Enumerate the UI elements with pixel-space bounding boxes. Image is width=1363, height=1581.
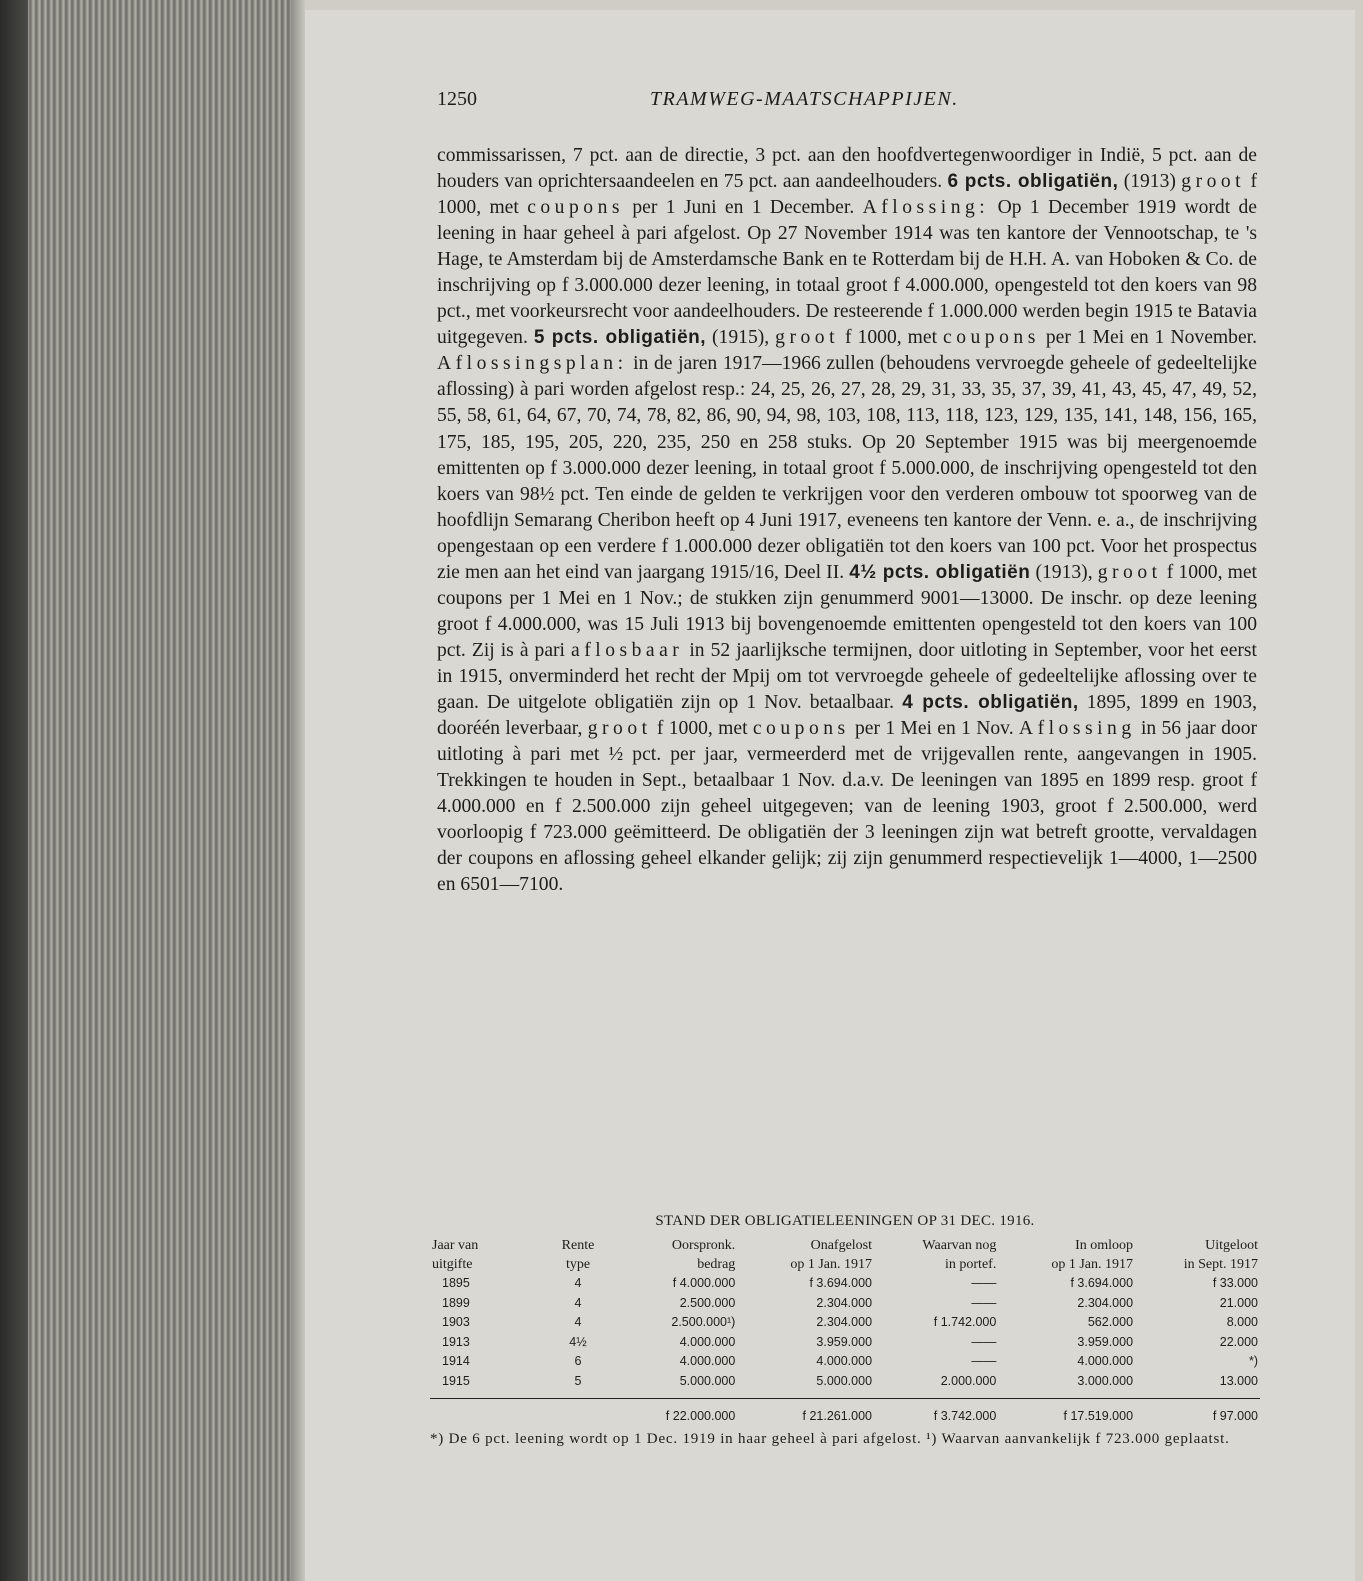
table-cell: 5 (574, 1373, 582, 1388)
table-cell: —— (971, 1276, 997, 1290)
text-run: f 1000, met (651, 718, 753, 740)
bold-heading-term: 4 pcts. obligatiën, (902, 691, 1079, 713)
table-cell: 4½ (569, 1334, 587, 1349)
text-run: 1895, 1899 en 1903, dooréén leverbaar, (437, 691, 1257, 740)
column-header: type (565, 1257, 591, 1272)
text-run: per 1 Juni en 1 December. (624, 197, 863, 219)
table-cell: 22.000 (1219, 1334, 1258, 1349)
spaced-term: groot (1097, 561, 1162, 583)
book-page-edges (0, 0, 305, 1581)
table-cell: 4.000.000 (816, 1354, 873, 1369)
total-cell: f 97.000 (1135, 1398, 1260, 1426)
table-cell: *) (1248, 1354, 1258, 1369)
text-run: Op 1 December 1919 wordt de leening in haar geheel à pari afgelost. Op 27 November 1914 was ten kantore der Vennootschap, te 's Hage, te Amsterdam bij de Amsterdamsche Bank en te Rotterdam bij de H.H. A. van Hoboken & Co. de inschrijving op f 3.000.000 dezer leening, in totaal groot f 4.000.000, opengesteld tot den koers van 98 pct., met voorkeursrecht voor aandeelhouders. De resteerende f 1.000.000 werden begin 1915 te Batavia uitgegeven. (437, 197, 1258, 349)
table-cell: f 1.742.000 (933, 1315, 997, 1330)
column-header: op 1 Jan. 1917 (790, 1257, 873, 1272)
table-cell: 4.000.000 (1077, 1354, 1134, 1369)
table-cell: 562.000 (1087, 1315, 1134, 1330)
spaced-term: Aflossing: (862, 197, 990, 219)
table-cell: 1915 (442, 1373, 470, 1388)
table-cell: 6 (574, 1354, 582, 1369)
spaced-term: Aflossing (1018, 718, 1136, 740)
text-run: in de jaren 1917—1966 zullen (behoudens vervroegde geheele of gedeeltelijke aflossing) à pari worden afgelost resp.: 24, 25, 26, 27, 28, 29, 31, 33, 35, 37, 39, 41, 43, 45, 47, 49, 52, 55, 58, 61, 64, 67, 70, 74, 78, 82, 86, 90, 94, 98, 103, 108, 113, 118, 123, 129, 135, 141, 148, 156, 165, 175, 185, 195, 205, 220, 235, 250 en 258 stuks. Op 20 September 1915 was bij meergenoemde emittenten op f 3.000.000 dezer leening, in totaal groot f 5.000.000, de inschrijving opengesteld tot den koers van 98½ pct. Ten einde de gelden te verkrijgen voor den verderen ombouw tot spoorweg van de hoofdlijn Semarang Cheribon heeft op 4 Juni 1917, eveneens ten kantore der Venn. e. a., de inschrijving opengestaan op een verdere f 1.000.000 dezer obligatiën tot den koers van 100 pct. Voor het prospectus zie men aan het eind van jaargang 1915/16, Deel II. (437, 353, 1257, 583)
spaced-term: coupons (752, 718, 850, 740)
column-header: Uitgeloot (1205, 1238, 1258, 1253)
text-run: f 1000, met coupons per 1 Mei en 1 Nov.; de stukken zijn genummerd 9001—13000. De inschr. op deze leening groot f 4.000.000, was 15 Juli 1913 bij bovengenoemde emittenten opengesteld tot den koers van 100 pct. Zij is à pari (437, 561, 1258, 661)
table-cell: 2.500.000 (679, 1295, 736, 1310)
table-body (430, 1274, 1260, 1426)
table-cell: 5.000.000 (679, 1373, 736, 1388)
table-row (430, 1372, 1260, 1392)
table-title: STAND DER OBLIGATIELEENINGEN OP 31 DEC. 1916. (655, 1213, 1035, 1229)
table-cell: f 33.000 (1212, 1276, 1258, 1290)
table-row (430, 1274, 1260, 1294)
column-header: Onafgelost (810, 1238, 873, 1253)
page-number: 1250 (437, 88, 477, 110)
total-cell (430, 1398, 536, 1426)
table-cell: 3.000.000 (1077, 1373, 1134, 1388)
text-run: per 1 Mei en 1 Nov. (849, 718, 1019, 740)
table-cell: 3.959.000 (816, 1334, 873, 1349)
column-header: Oorspronk. (671, 1238, 736, 1253)
table-cell: 2.304.000 (816, 1315, 873, 1330)
column-header: uitgifte (432, 1257, 473, 1272)
table-cell: f 3.694.000 (809, 1276, 873, 1290)
text-run: per 1 Mei en 1 November. (1039, 327, 1257, 349)
total-cell (536, 1398, 620, 1426)
spaced-term: Aflossingsplan: (437, 353, 628, 375)
spaced-term: groot (775, 327, 840, 349)
table-cell: 8.000 (1226, 1315, 1258, 1330)
total-cell: f 22.000.000 (620, 1398, 737, 1426)
header-row (430, 1236, 1260, 1255)
table-cell: —— (971, 1334, 997, 1349)
table-cell: 2.500.000¹) (671, 1315, 736, 1330)
column-header: In omloop (1075, 1238, 1134, 1253)
spaced-term: groot (587, 718, 652, 740)
column-header: in portef. (945, 1257, 997, 1272)
text-run: f 1000, met (839, 327, 944, 349)
table-cell: 1903 (442, 1315, 470, 1330)
column-header: Jaar van (432, 1238, 479, 1253)
table-cell: 1914 (442, 1354, 470, 1369)
table-cell: 4 (574, 1295, 582, 1310)
text-run: (1913), (1030, 561, 1098, 583)
table-row (430, 1333, 1260, 1353)
bold-heading-term: 6 pcts. obligatiën, (947, 171, 1119, 193)
table-cell: f 3.694.000 (1070, 1276, 1134, 1290)
table-cell: 4 (574, 1315, 582, 1330)
table-cell: 1899 (442, 1295, 470, 1310)
table-cell: 4.000.000 (679, 1334, 736, 1349)
spaced-term: coupons (943, 327, 1040, 349)
table-header (430, 1236, 1260, 1274)
table-row (430, 1294, 1260, 1314)
column-header: op 1 Jan. 1917 (1051, 1257, 1134, 1272)
text-run: in 52 jaarlijksche termijnen, door uitloting in September, voor het eerst in 1915, onverminderd het recht der Mpij om tot vervroegde geheele of gedeeltelijke aflossing over te gaan. De uitgelote obligatiën zijn op 1 Nov. betaalbaar. (437, 639, 1257, 713)
text-run: (1915), (706, 327, 776, 349)
table-row (430, 1313, 1260, 1333)
table-cell: 21.000 (1219, 1295, 1258, 1310)
spaced-term: coupons (527, 197, 624, 219)
page-header (437, 88, 1257, 118)
spaced-term: groot (1181, 171, 1246, 193)
running-title: TRAMWEG-MAATSCHAPPIJEN. (650, 88, 959, 110)
table-cell: 4 (574, 1276, 582, 1290)
total-cell: f 21.261.000 (737, 1398, 874, 1426)
body-paragraph (437, 143, 1257, 898)
table-cell: 13.000 (1219, 1373, 1258, 1388)
table-cell: 2.304.000 (1077, 1295, 1134, 1310)
table-cell: —— (971, 1354, 997, 1369)
total-cell: f 17.519.000 (998, 1398, 1135, 1426)
totals-row (430, 1398, 1260, 1426)
table-cell: 1895 (442, 1276, 470, 1290)
spaced-term: aflosbaar (571, 639, 684, 661)
text-run: f 1000, met (437, 171, 1257, 219)
bold-heading-term: 5 pcts. obligatiën, (533, 327, 707, 349)
table-cell: 4.000.000 (679, 1354, 736, 1369)
text-run: (1913) (1118, 171, 1182, 193)
table-cell: 2.000.000 (940, 1373, 997, 1388)
table-cell: 3.959.000 (1077, 1334, 1134, 1349)
column-header: Rente (561, 1238, 595, 1253)
table-cell: f 4.000.000 (672, 1276, 736, 1290)
bold-heading-term: 4½ pcts. obligatiën (849, 561, 1031, 583)
table-cell: 1913 (442, 1334, 470, 1349)
column-header: Waarvan nog (922, 1238, 997, 1253)
table-cell: —— (971, 1295, 997, 1310)
column-header: in Sept. 1917 (1183, 1257, 1258, 1272)
table-cell: 5.000.000 (816, 1373, 873, 1388)
text-run: commissarissen, 7 pct. aan de directie, 3 pct. aan den hoofdvertegenwoordiger in Indië, 5 pct. aan de houders van oprichtersaandeelen en 75 pct. aan aandeelhouders. (437, 145, 1257, 193)
header-row (430, 1255, 1260, 1274)
bond-status-table-section (430, 1213, 1260, 1449)
column-header: bedrag (697, 1257, 736, 1272)
table-footnote: *) De 6 pct. leening wordt op 1 Dec. 1919 in haar geheel à pari afgelost. ¹) Waarvan aanvankelijk f 723.000 geplaatst. (430, 1431, 1230, 1448)
table-row (430, 1352, 1260, 1372)
table-cell: 2.304.000 (816, 1295, 873, 1310)
text-run: in 56 jaar door uitloting à pari met ½ pct. per jaar, vermeerderd met de vrijgevallen rente, aangevangen in 1905. Trekkingen te houden in Sept., betaalbaar 1 Nov. d.a.v. De leeningen van 1895 en 1899 resp. groot f 4.000.000 en f 2.500.000 zijn geheel uitgegeven; van de leening 1903, groot f 2.500.000, werd voorloopig f 723.000 geëmitteerd. De obligatiën der 3 leeningen zijn wat betreft grootte, vervaldagen der coupons en aflossing geheel elkander gelijk; zij zijn genummerd respectievelijk 1—4000, 1—2500 en 6501—7100. (437, 718, 1258, 896)
bond-status-table (430, 1236, 1260, 1426)
total-cell: f 3.742.000 (874, 1398, 998, 1426)
